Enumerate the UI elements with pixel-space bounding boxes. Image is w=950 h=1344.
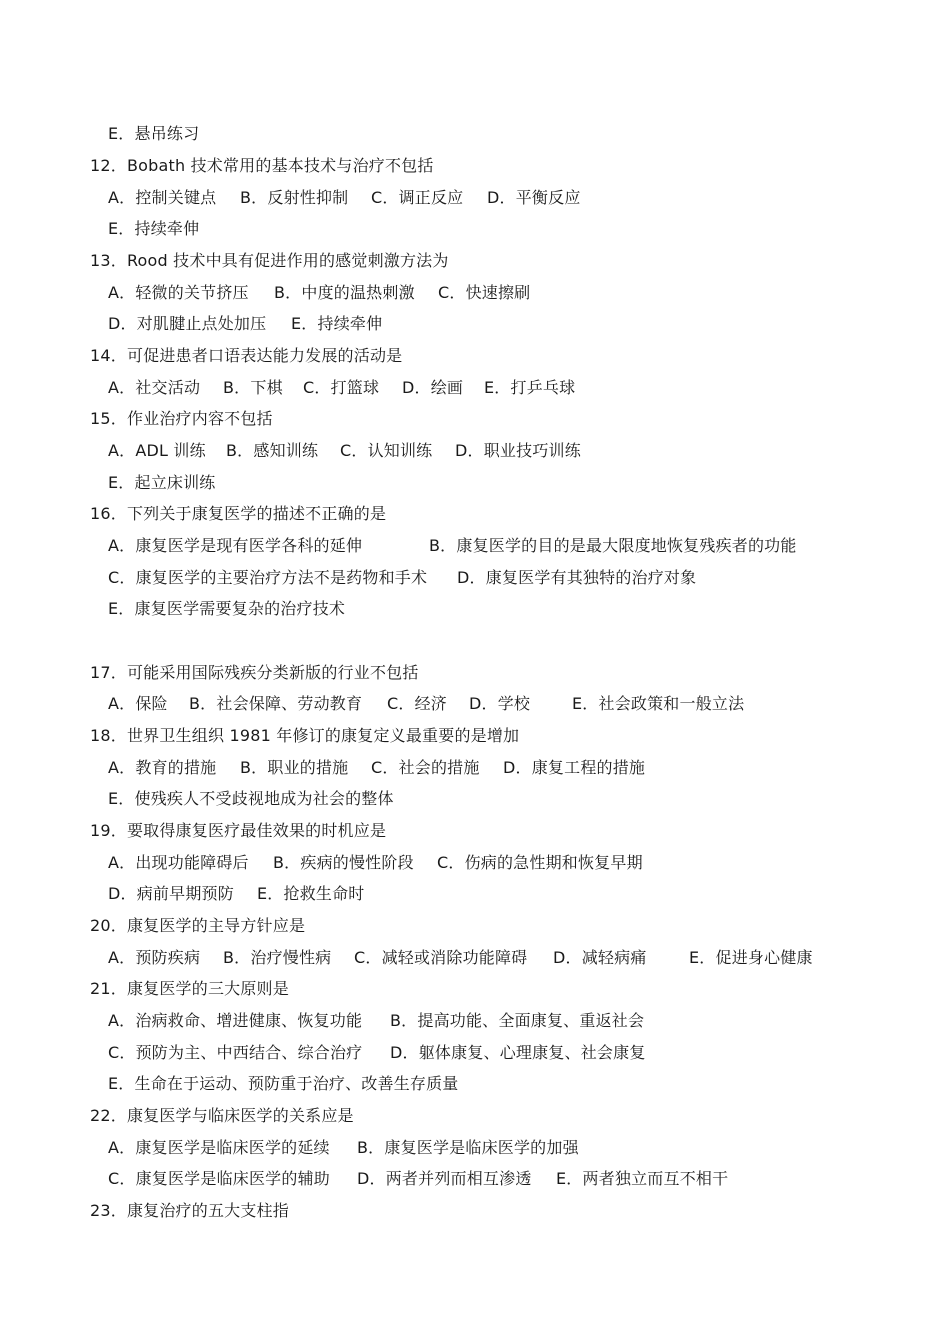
question-18: 18．世界卫生组织 1981 年修订的康复定义最重要的是增加	[90, 726, 520, 745]
option-c: C．康复医学的主要治疗方法不是药物和手术	[108, 568, 428, 587]
option-line	[108, 757, 645, 779]
option-c: C．康复医学是临床医学的辅助	[108, 1169, 330, 1188]
option-d: D．康复医学有其独特的治疗对象	[457, 568, 697, 587]
question-16: 16．下列关于康复医学的描述不正确的是	[90, 504, 387, 523]
option-d: D．康复工程的措施	[503, 758, 646, 777]
option-b: B．反射性抑制	[240, 188, 349, 207]
option-line	[108, 883, 365, 905]
option-a: A．ADL 训练	[108, 441, 206, 460]
option-line	[108, 535, 797, 557]
question-22: 22．康复医学与临床医学的关系应是	[90, 1106, 354, 1125]
option-line	[108, 187, 581, 209]
option-line	[108, 440, 581, 462]
option-b: B．疾病的慢性阶段	[273, 853, 414, 872]
option-e: E．持续牵伸	[291, 314, 383, 333]
option-d: D．减轻病痛	[553, 948, 647, 967]
option-line	[108, 788, 394, 810]
question-21: 21．康复医学的三大原则是	[90, 979, 289, 998]
option-line	[108, 377, 575, 399]
option-line	[108, 1137, 579, 1159]
option-e: E．社会政策和一般立法	[572, 694, 745, 713]
option-e: E．康复医学需要复杂的治疗技术	[108, 599, 346, 618]
option-c: C．认知训练	[340, 441, 433, 460]
option-line	[108, 313, 382, 335]
option-e: E．使残疾人不受歧视地成为社会的整体	[108, 789, 394, 808]
option-a: A．轻微的关节挤压	[108, 283, 249, 302]
option-b: B．社会保障、劳动教育	[189, 694, 363, 713]
option-e: E．促进身心健康	[689, 948, 813, 967]
option-b: B．提高功能、全面康复、重返社会	[390, 1011, 645, 1030]
question-12: 12．Bobath 技术常用的基本技术与治疗不包括	[90, 156, 434, 175]
option-b: B．感知训练	[226, 441, 319, 460]
question-15: 15．作业治疗内容不包括	[90, 409, 273, 428]
option-b: B．康复医学是临床医学的加强	[357, 1138, 579, 1157]
option-line	[108, 852, 643, 874]
option-a: A．教育的措施	[108, 758, 217, 777]
option-line	[108, 1073, 459, 1095]
option-e: E．起立床训练	[108, 473, 216, 492]
option-e: E．生命在于运动、预防重于治疗、改善生存质量	[108, 1074, 459, 1093]
option-c: C．打篮球	[303, 378, 380, 397]
option-d: D．两者并列而相互渗透	[357, 1169, 532, 1188]
option-d: D．病前早期预防	[108, 884, 234, 903]
option-e: E．抢救生命时	[257, 884, 365, 903]
option-d: D．职业技巧训练	[455, 441, 581, 460]
option-a: A．康复医学是临床医学的延续	[108, 1138, 330, 1157]
option-a: A．控制关键点	[108, 188, 217, 207]
option-line	[108, 1168, 728, 1190]
option-line	[108, 947, 813, 969]
option-d: D．学校	[469, 694, 531, 713]
option-e: E．持续牵伸	[108, 219, 200, 238]
option-e: E．两者独立而互不相干	[556, 1169, 729, 1188]
option-a: A．出现功能障碍后	[108, 853, 249, 872]
option-line	[108, 1042, 646, 1064]
option-d: D．躯体康复、心理康复、社会康复	[390, 1043, 646, 1062]
option-b: B．治疗慢性病	[223, 948, 332, 967]
option-c: C．预防为主、中西结合、综合治疗	[108, 1043, 363, 1062]
option-line	[108, 123, 199, 145]
option-line	[108, 1010, 644, 1032]
option-a: A．治病救命、增进健康、恢复功能	[108, 1011, 363, 1030]
option-a: A．康复医学是现有医学各科的延伸	[108, 536, 363, 555]
option-c: C．减轻或消除功能障碍	[354, 948, 528, 967]
option-d: D．平衡反应	[487, 188, 581, 207]
option-line	[108, 693, 744, 715]
option-b: B．康复医学的目的是最大限度地恢复残疾者的功能	[429, 536, 797, 555]
option-c: C．社会的措施	[371, 758, 480, 777]
option-a: A．保险	[108, 694, 168, 713]
option-line	[108, 567, 696, 589]
option-d: D．对肌腱止点处加压	[108, 314, 267, 333]
option-c: C．快速擦刷	[438, 283, 531, 302]
option-c: C．经济	[387, 694, 447, 713]
option-b: B．职业的措施	[240, 758, 349, 777]
question-23: 23．康复治疗的五大支柱指	[90, 1201, 289, 1220]
option-c: C．伤病的急性期和恢复早期	[437, 853, 643, 872]
option-a: A．社交活动	[108, 378, 201, 397]
option-d: D．绘画	[402, 378, 464, 397]
question-19: 19．要取得康复医疗最佳效果的时机应是	[90, 821, 387, 840]
option-a: A．预防疾病	[108, 948, 201, 967]
question-20: 20．康复医学的主导方针应是	[90, 916, 306, 935]
option-b: B．下棋	[223, 378, 283, 397]
option-line	[108, 282, 530, 304]
question-13: 13．Rood 技术中具有促进作用的感觉刺激方法为	[90, 251, 449, 270]
option-c: C．调正反应	[371, 188, 464, 207]
option-e: E．打乒乓球	[484, 378, 576, 397]
option-line	[108, 598, 345, 620]
option-e: E．悬吊练习	[108, 124, 200, 143]
question-17: 17．可能采用国际残疾分类新版的行业不包括	[90, 663, 419, 682]
option-line	[108, 218, 199, 240]
option-line	[108, 472, 216, 494]
option-b: B．中度的温热刺激	[274, 283, 415, 302]
question-14: 14．可促进患者口语表达能力发展的活动是	[90, 346, 403, 365]
